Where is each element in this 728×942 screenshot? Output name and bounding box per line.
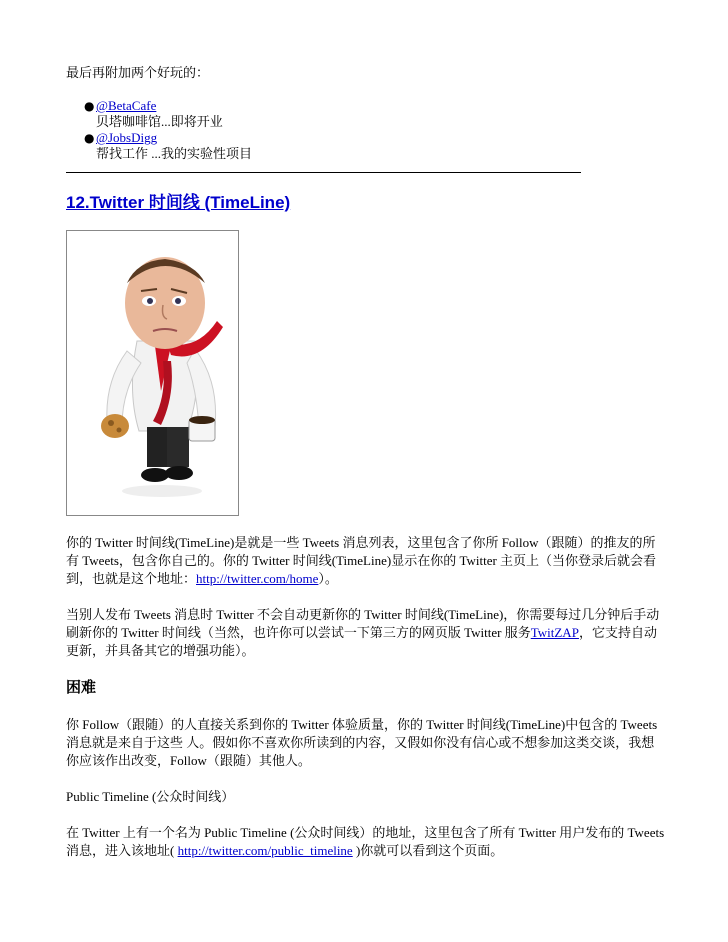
businessman-photo — [67, 231, 238, 515]
paragraph-timeline — [66, 534, 666, 588]
difficulty-title: 困难 — [66, 680, 97, 696]
public-timeline-link[interactable]: http://twitter.com/public_timeline — [177, 843, 353, 858]
para4-text-end: )你就可以看到这个页面。 — [352, 843, 504, 858]
photo-frame — [66, 230, 239, 516]
para1-text-end: ）。 — [318, 571, 338, 586]
horizontal-rule — [66, 172, 581, 174]
public-timeline-title: Public Timeline (公众时间线） — [66, 789, 235, 804]
paragraph-difficulty: 你 Follow（跟随）的人直接关系到你的 Twitter 体验质量，你的 Twitter 时间线(TimeLine)中包含的 Tweets 消息就是来自于这些 人。假如你不喜欢你所读到的内容，又假如你没有信心或不想参加这类交谈，我想你应该作出改变，Follow（跟随）其他人。 — [66, 717, 658, 768]
twitzap-link[interactable]: TwitZAP — [530, 625, 579, 640]
link-list — [66, 98, 666, 162]
intro-text: 最后再附加两个好玩的： — [66, 65, 210, 80]
list-item — [84, 98, 666, 130]
paragraph-refresh — [66, 606, 666, 660]
bullet-icon: ● — [84, 99, 95, 113]
para1-text: 你的 Twitter 时间线(TimeLine)是就是一些 Tweets 消息列表，这里包含了你所 Follow（跟随）的推友的所有 Tweets，包含你自己的。你的 Twitter 时间线(TimeLine)显示在你的 Twitter 主页上（当你登录后就会看到，也就是这个地址： — [66, 535, 657, 586]
jobsdigg-desc: 帮找工作 ...我的实验性项目 — [96, 146, 253, 161]
document-page — [66, 64, 666, 860]
para2-text: 当别人发布 Tweets 消息时 Twitter 不会自动更新你的 Twitter 时间线(TimeLine)，你需要每过几分钟后手动刷新你的 Twitter 时间线（当然，也许你可以尝试一下第三方的网页版 Twitter 服务 — [66, 607, 660, 640]
bullet-icon: ● — [84, 131, 95, 145]
list-item — [84, 130, 666, 162]
para2-text-end: ，它支持自动更新，并具备其它的增强功能）。 — [66, 625, 657, 658]
section-heading[interactable]: 12.Twitter 时间线 (TimeLine) — [66, 193, 291, 212]
betacafe-link[interactable]: @BetaCafe — [96, 98, 157, 113]
betacafe-desc: 贝塔咖啡馆...即将开业 — [96, 114, 223, 129]
twitter-home-link[interactable]: http://twitter.com/home — [196, 571, 319, 586]
para4-text: 在 Twitter 上有一个名为 Public Timeline (公众时间线）的地址，这里包含了所有 Twitter 用户发布的 Tweets 消息，进入该地址( — [66, 825, 665, 858]
jobsdigg-link[interactable]: @JobsDigg — [96, 130, 158, 145]
paragraph-public-timeline — [66, 824, 666, 860]
